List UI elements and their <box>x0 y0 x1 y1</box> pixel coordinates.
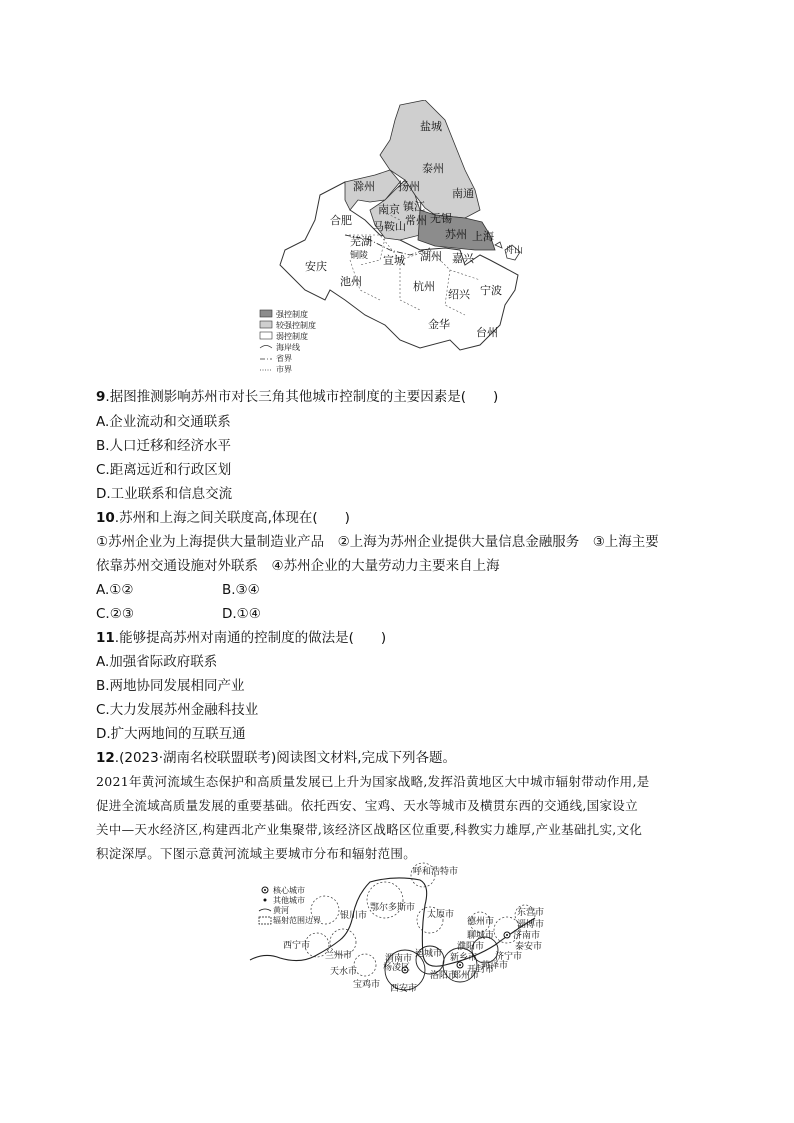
city-label-shanghai: 上海 <box>472 230 494 243</box>
q10-stem <box>96 509 350 527</box>
city-label-weinan: 渭南市 <box>385 954 413 964</box>
q12-material <box>96 770 696 866</box>
city-label-heze: 菏泽市 <box>481 961 509 971</box>
yellow-river-map <box>245 860 565 1010</box>
city-label-wuxi: 无锡 <box>430 212 452 225</box>
city-label-maanshan: 马鞍山 <box>373 220 406 233</box>
q11-option-b: B.两地协同发展相同产业 <box>96 678 245 694</box>
q9-number: 9 <box>96 389 106 405</box>
city-label-wuhu: 芜湖 <box>350 235 372 248</box>
city-label-nanjing: 南京 <box>378 203 400 216</box>
q9-option-d: D.工业联系和信息交流 <box>96 486 233 502</box>
svg-text:海岸线: 海岸线 <box>276 343 300 352</box>
city-label-zibo: 淄博市 <box>517 920 545 930</box>
city-label-jiaxing: 嘉兴 <box>452 252 474 265</box>
map1-legend <box>260 309 316 374</box>
q10-statement-line1: ①苏州企业为上海提供大量制造业产品 ②上海为苏州企业提供大量信息金融服务 ③上海主要 <box>96 534 659 550</box>
city-label-hangzhou: 杭州 <box>413 280 435 293</box>
q9-option-a: A.企业流动和交通联系 <box>96 414 231 430</box>
city-label-zhoushan: 舟山 <box>505 246 524 256</box>
city-label-taiyuan: 太原市 <box>427 910 455 920</box>
city-label-nantong: 南通 <box>452 187 474 200</box>
city-label-xining: 西宁市 <box>283 941 311 951</box>
city-label-kaifeng: 开封市 <box>467 965 495 975</box>
yrd-control-map <box>250 100 540 380</box>
q10-number: 10 <box>96 510 115 526</box>
svg-text:黄河: 黄河 <box>273 906 289 915</box>
city-label-chuzhou: 滁州 <box>353 180 375 193</box>
city-label-shaoxing: 绍兴 <box>448 288 470 301</box>
svg-text:省界: 省界 <box>276 354 292 363</box>
q10-option-a: A.①② <box>96 582 134 598</box>
q12-material-line: 积淀深厚。下图示意黄河流域主要城市分布和辐射范围。 <box>96 846 417 861</box>
city-label-tianshui: 天水市 <box>330 967 358 977</box>
city-label-changzhou: 常州 <box>405 214 427 227</box>
city-label-liaocheng: 聊城市 <box>467 931 495 941</box>
city-label-yangzhou: 扬州 <box>398 180 420 193</box>
q11-option-c: C.大力发展苏州金融科技业 <box>96 702 259 718</box>
city-label-jining: 济宁市 <box>495 952 523 962</box>
q10-stem-text: .苏州和上海之间关联度高,体现在( ) <box>114 510 350 526</box>
city-label-taizhou-zj: 台州 <box>476 326 498 339</box>
svg-text:强控制度: 强控制度 <box>276 310 308 319</box>
city-label-yangling: 杨凌区 <box>383 963 411 973</box>
svg-text:较强控制度: 较强控制度 <box>276 321 316 330</box>
q9-stem-text: .据图推测影响苏州市对长三角其他城市控制度的主要因素是( ) <box>105 389 499 405</box>
city-label-zhengzhou: 郑州市 <box>452 971 480 981</box>
city-label-tongling: 铜陵 <box>350 251 369 261</box>
city-label-jinhua: 金华 <box>428 318 450 331</box>
svg-text:市界: 市界 <box>276 365 292 374</box>
city-label-xinxiang: 新乡市 <box>450 953 478 963</box>
q9-option-c: C.距离远近和行政区划 <box>96 462 232 478</box>
q11-option-a: A.加强省际政府联系 <box>96 654 218 670</box>
q12-number: 12 <box>96 750 115 766</box>
city-label-xian: 西安市 <box>390 984 418 994</box>
city-label-chizhou: 池州 <box>340 275 362 288</box>
q12-material-line: 关中—天水经济区,构建西北产业集聚带,该经济区战略区位重要,科教实力雄厚,产业基础扎实,文化 <box>96 822 643 837</box>
city-label-xuancheng: 宣城 <box>383 254 405 267</box>
city-label-dongying: 东营市 <box>517 908 545 918</box>
q11-number: 11 <box>96 630 115 646</box>
city-label-jinan: 济南市 <box>513 931 541 941</box>
q12-stem-text: .(2023·湖南名校联盟联考)阅读图文材料,完成下列各题。 <box>114 750 457 766</box>
q12-material-line: 促进全流域高质量发展的重要基础。依托西安、宝鸡、天水等城市及横贯东西的交通线,国家设立 <box>96 798 638 813</box>
svg-text:辐射范围边界: 辐射范围边界 <box>273 916 321 925</box>
q10-statement-line2: 依靠苏州交通设施对外联系 ④苏州企业的大量劳动力主要来自上海 <box>96 558 500 574</box>
q11-option-d: D.扩大两地间的互联互通 <box>96 726 246 742</box>
svg-text:核心城市: 核心城市 <box>273 886 305 895</box>
q12-stem <box>96 749 456 767</box>
svg-text:弱控制度: 弱控制度 <box>276 332 308 341</box>
q12-material-line: 2021年黄河流域生态保护和高质量发展已上升为国家战略,发挥沿黄地区大中城市辐射带动作用,是 <box>96 774 650 789</box>
city-label-taian: 泰安市 <box>515 942 543 952</box>
q10-option-b: B.③④ <box>222 582 260 598</box>
q10-option-d: D.①④ <box>222 606 261 622</box>
q11-stem-text: .能够提高苏州对南通的控制度的做法是( ) <box>114 630 387 646</box>
q9-option-b: B.人口迁移和经济水平 <box>96 438 232 454</box>
city-label-taizhou-js: 泰州 <box>422 162 444 175</box>
city-label-yinchuan: 银川市 <box>340 911 368 921</box>
q9-stem <box>96 388 498 406</box>
city-label-huhehaote: 呼和浩特市 <box>413 867 459 877</box>
city-label-hefei: 合肥 <box>330 214 352 227</box>
city-label-anqing: 安庆 <box>305 260 327 273</box>
city-label-huzhou: 湖州 <box>420 250 442 263</box>
city-label-eerduosi: 鄂尔多斯市 <box>370 903 416 913</box>
svg-text:其他城市: 其他城市 <box>273 896 305 905</box>
city-label-yuncheng: 运城市 <box>415 949 443 959</box>
city-label-luoyang: 洛阳市 <box>430 971 458 981</box>
city-label-lanzhou: 兰州市 <box>325 951 353 961</box>
city-label-ningbo: 宁波 <box>480 284 502 297</box>
q11-stem <box>96 629 386 647</box>
city-label-puyang: 濮阳市 <box>457 942 485 952</box>
city-label-zhenjiang: 镇江 <box>403 200 425 213</box>
q10-option-c: C.②③ <box>96 606 134 622</box>
city-label-dezhou: 德州市 <box>467 917 495 927</box>
city-label-baoji: 宝鸡市 <box>353 980 381 990</box>
city-label-yancheng: 盐城 <box>420 120 442 133</box>
city-label-suzhou: 苏州 <box>445 228 467 241</box>
